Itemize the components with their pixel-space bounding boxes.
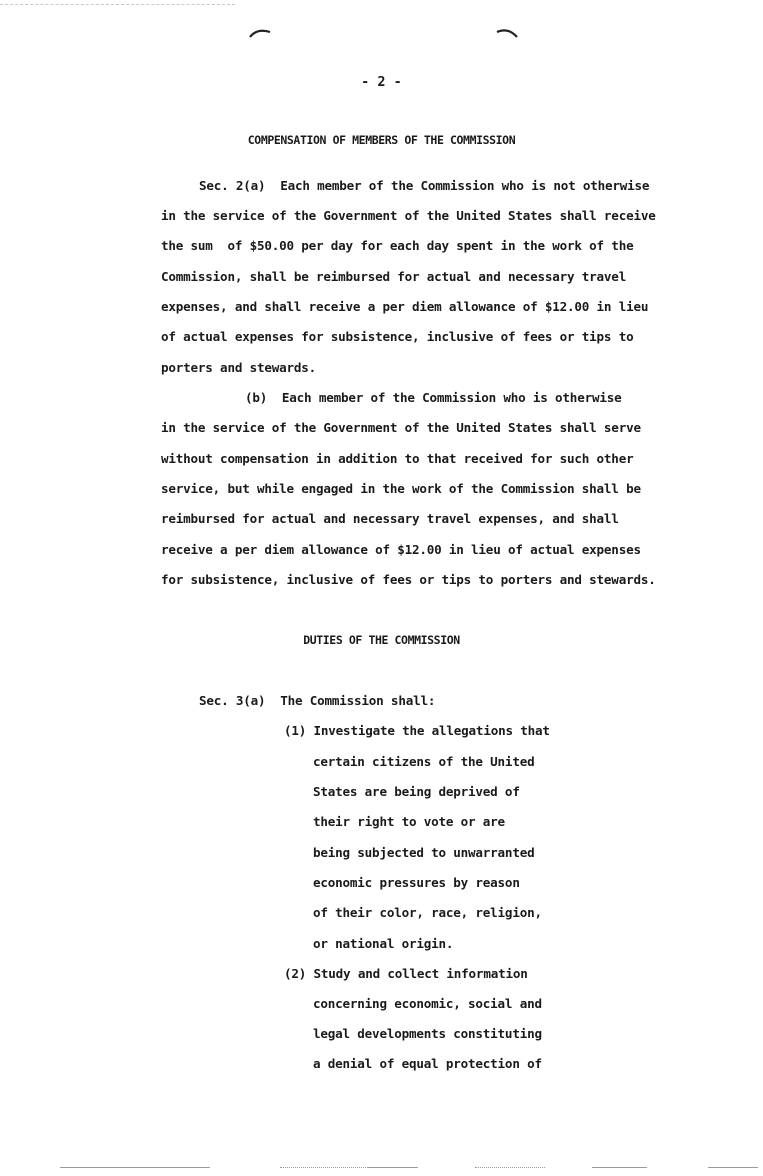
sec3-item1-line: economic pressures by reason — [313, 875, 520, 890]
sec3-item1-line: (1) Investigate the allegations that — [284, 723, 550, 738]
page-number: - 2 - — [361, 74, 402, 90]
binding-mark-icon — [249, 26, 271, 38]
sec2a-line: Sec. 2(a) Each member of the Commission who is not otherwise — [199, 178, 650, 193]
sec2b-line: for subsistence, inclusive of fees or tips to porters and stewards. — [161, 572, 656, 587]
sec2a-line: Commission, shall be reimbursed for actual and necessary travel — [161, 269, 627, 284]
sec2a-line: porters and stewards. — [161, 360, 317, 375]
sec3-item1-line: being subjected to unwarranted — [313, 845, 535, 860]
sec3-item2-line: concerning economic, social and — [313, 996, 542, 1011]
sec2a-line: of actual expenses for subsistence, inclusive of fees or tips to — [161, 329, 634, 344]
sec2b-line: without compensation in addition to that received for such other — [161, 451, 634, 466]
sec3-item1-line: their right to vote or are — [313, 814, 505, 829]
sec2b-line: reimbursed for actual and necessary travel expenses, and shall — [161, 511, 619, 526]
sec3-item1-line: States are being deprived of — [313, 784, 520, 799]
sec3-item1-line: or national origin. — [313, 936, 454, 951]
sec3-item1-line: of their color, race, religion, — [313, 905, 542, 920]
sec2a-line: in the service of the Government of the United States shall receive — [161, 208, 656, 223]
sec2b-line: receive a per diem allowance of $12.00 in lieu of actual expenses — [161, 542, 641, 557]
sec2a-line: expenses, and shall receive a per diem allowance of $12.00 in lieu — [161, 299, 649, 314]
sec2b-line: service, but while engaged in the work of the Commission shall be — [161, 481, 641, 496]
sec3-item1-line: certain citizens of the United — [313, 754, 535, 769]
section-heading-duties: DUTIES OF THE COMMISSION — [303, 633, 460, 647]
sec2b-line: in the service of the Government of the United States shall serve — [161, 420, 641, 435]
sec3-intro: Sec. 3(a) The Commission shall: — [199, 693, 436, 708]
bottom-scan-edge — [592, 1167, 647, 1168]
section-heading-compensation: COMPENSATION OF MEMBERS OF THE COMMISSION — [247, 133, 516, 147]
sec3-item2-line: a denial of equal protection of — [313, 1056, 542, 1071]
bottom-scan-edge — [60, 1167, 210, 1168]
bottom-scan-edge — [368, 1167, 418, 1168]
bottom-scan-edge — [475, 1167, 545, 1168]
bottom-scan-edge — [280, 1167, 370, 1168]
binding-mark-icon — [496, 26, 518, 38]
sec3-item2-line: (2) Study and collect information — [284, 966, 528, 981]
sec2b-line: (b) Each member of the Commission who is otherwise — [245, 390, 622, 405]
top-scan-edge — [0, 4, 235, 5]
bottom-scan-edge — [708, 1167, 758, 1168]
sec3-item2-line: legal developments constituting — [313, 1026, 542, 1041]
sec2a-line: the sum of $50.00 per day for each day spent in the work of the — [161, 238, 634, 253]
